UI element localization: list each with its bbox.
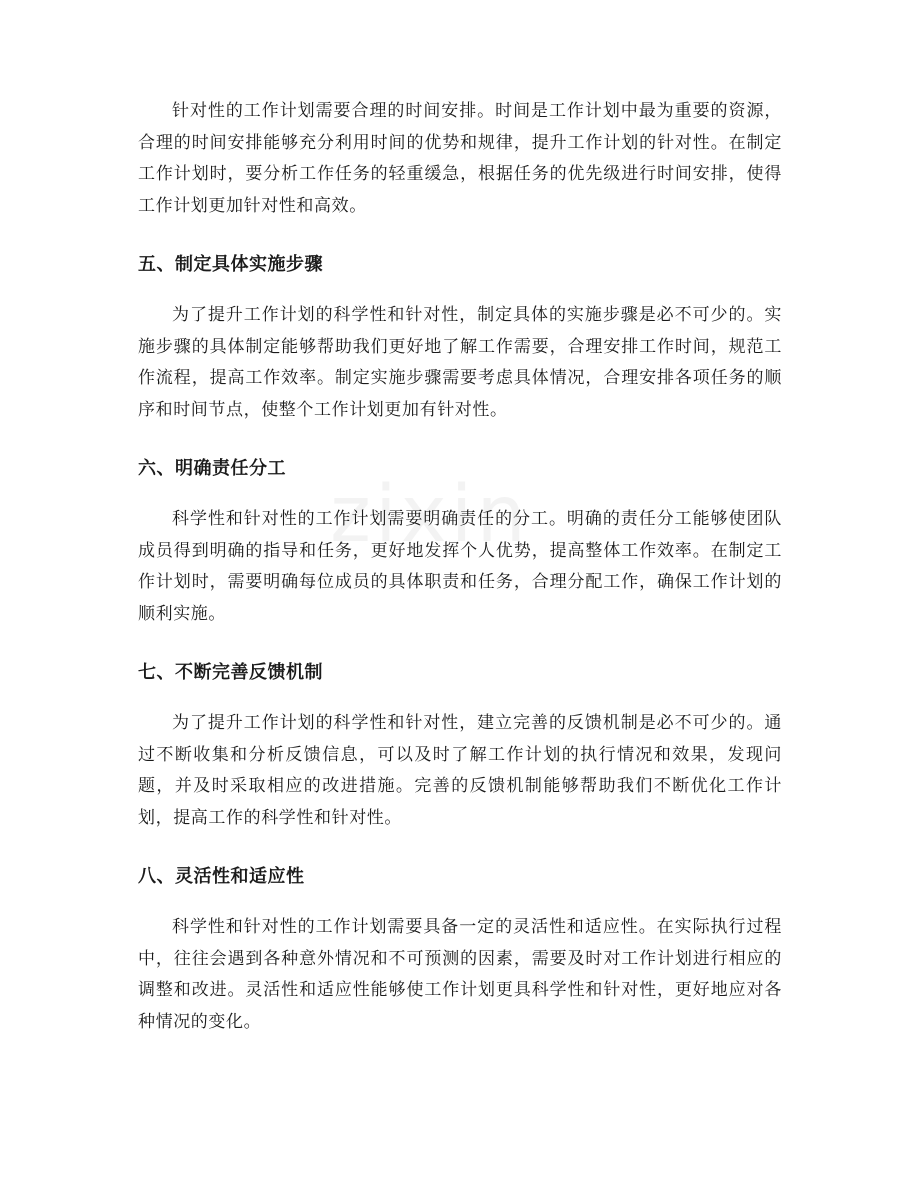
spacer [138, 834, 782, 864]
section-heading: 七、不断完善反馈机制 [138, 662, 323, 683]
spacer [138, 890, 782, 912]
spacer [138, 630, 782, 660]
spacer [138, 278, 782, 300]
section-paragraph: 科学性和针对性的工作计划需要具备一定的灵活性和适应性。在实际执行过程中，往往会遇到各种意外情况和不可预测的因素，需要及时对工作计划进行相应的调整和改进。灵活性和适应性能够使工作计划更具科学性和针对性，更好地应对各种情况的变化。 [138, 917, 782, 1032]
section-8 [138, 864, 782, 1038]
section-heading: 八、灵活性和适应性 [138, 866, 305, 887]
section-6 [138, 456, 782, 630]
spacer [138, 222, 782, 252]
section-5 [138, 252, 782, 426]
intro-paragraph: 针对性的工作计划需要合理的时间安排。时间是工作计划中最为重要的资源，合理的时间安排能够充分利用时间的优势和规律，提升工作计划的针对性。在制定工作计划时，要分析工作任务的轻重缓急，根据任务的优先级进行时间安排，使得工作计划更加针对性和高效。 [138, 101, 782, 216]
section-paragraph: 科学性和针对性的工作计划需要明确责任的分工。明确的责任分工能够使团队成员得到明确的指导和任务，更好地发挥个人优势，提高整体工作效率。在制定工作计划时，需要明确每位成员的具体职责和任务，合理分配工作，确保工作计划的顺利实施。 [138, 509, 782, 624]
section-7 [138, 660, 782, 834]
spacer [138, 426, 782, 456]
section-heading: 六、明确责任分工 [138, 458, 286, 479]
section-paragraph: 为了提升工作计划的科学性和针对性，制定具体的实施步骤是必不可少的。实施步骤的具体制定能够帮助我们更好地了解工作需要，合理安排工作时间，规范工作流程，提高工作效率。制定实施步骤需要考虑具体情况，合理安排各项任务的顺序和时间节点，使整个工作计划更加有针对性。 [138, 305, 782, 420]
section-heading: 五、制定具体实施步骤 [138, 254, 323, 275]
document-body [138, 96, 782, 1038]
spacer [138, 686, 782, 708]
spacer [138, 482, 782, 504]
section-paragraph: 为了提升工作计划的科学性和针对性，建立完善的反馈机制是必不可少的。通过不断收集和分析反馈信息，可以及时了解工作计划的执行情况和效果，发现问题，并及时采取相应的改进措施。完善的反馈机制能够帮助我们不断优化工作计划，提高工作的科学性和针对性。 [138, 713, 782, 828]
